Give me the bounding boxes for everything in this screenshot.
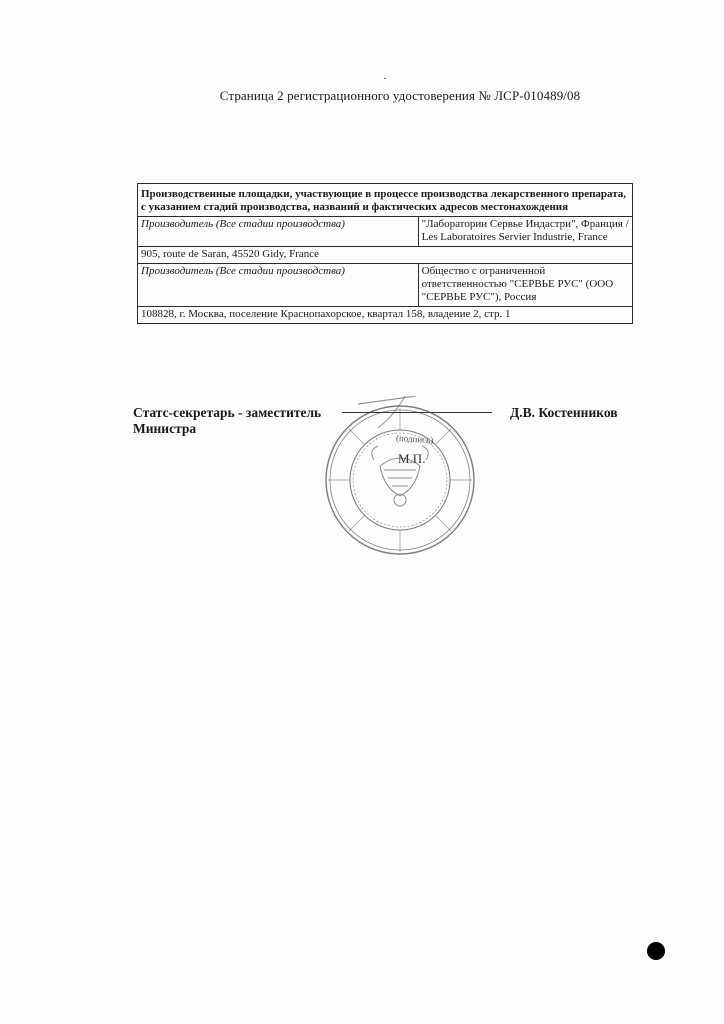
manufacturer-role: Производитель (Все стадии производства) [138, 217, 419, 247]
table-heading-row [138, 184, 633, 217]
manufacturer-address: 108828, г. Москва, поселение Краснопахорское, квартал 158, владение 2, стр. 1 [138, 307, 633, 324]
signature-caption: (подпись) [395, 432, 434, 446]
production-sites-table [137, 183, 633, 324]
signature-line [342, 412, 492, 413]
punch-hole-mark [647, 942, 665, 960]
table-row [138, 264, 633, 307]
table-row [138, 217, 633, 247]
signer-name: Д.В. Костенников [510, 405, 618, 420]
signature-block [0, 400, 724, 570]
manufacturer-name: "Лаборатории Сервье Индастри", Франция / Les Laboratoires Servier Industrie, France [418, 217, 632, 247]
seal-stamp-icon [318, 396, 482, 560]
scan-mark [384, 78, 386, 79]
table-row [138, 247, 633, 264]
seal-mp-label: М.П. [398, 451, 426, 466]
manufacturer-name: Общество с ограниченной ответственностью "СЕРВЬЕ РУС" (ООО "СЕРВЬЕ РУС"), Россия [418, 264, 632, 307]
official-seal [318, 396, 482, 560]
manufacturer-address: 905, route de Saran, 45520 Gidy, France [138, 247, 633, 264]
page-header-text: Страница 2 регистрационного удостоверения № ЛСР-010489/08 [219, 88, 581, 103]
signer-title: Статс-секретарь - заместитель Министра [133, 405, 322, 436]
page-header [0, 88, 724, 104]
table-row [138, 307, 633, 324]
table-heading: Производственные площадки, участвующие в процессе производства лекарственного препарата, с указанием стадий производства, названий и фактических адресов местонахождения [138, 184, 633, 217]
manufacturer-role: Производитель (Все стадии производства) [138, 264, 419, 307]
